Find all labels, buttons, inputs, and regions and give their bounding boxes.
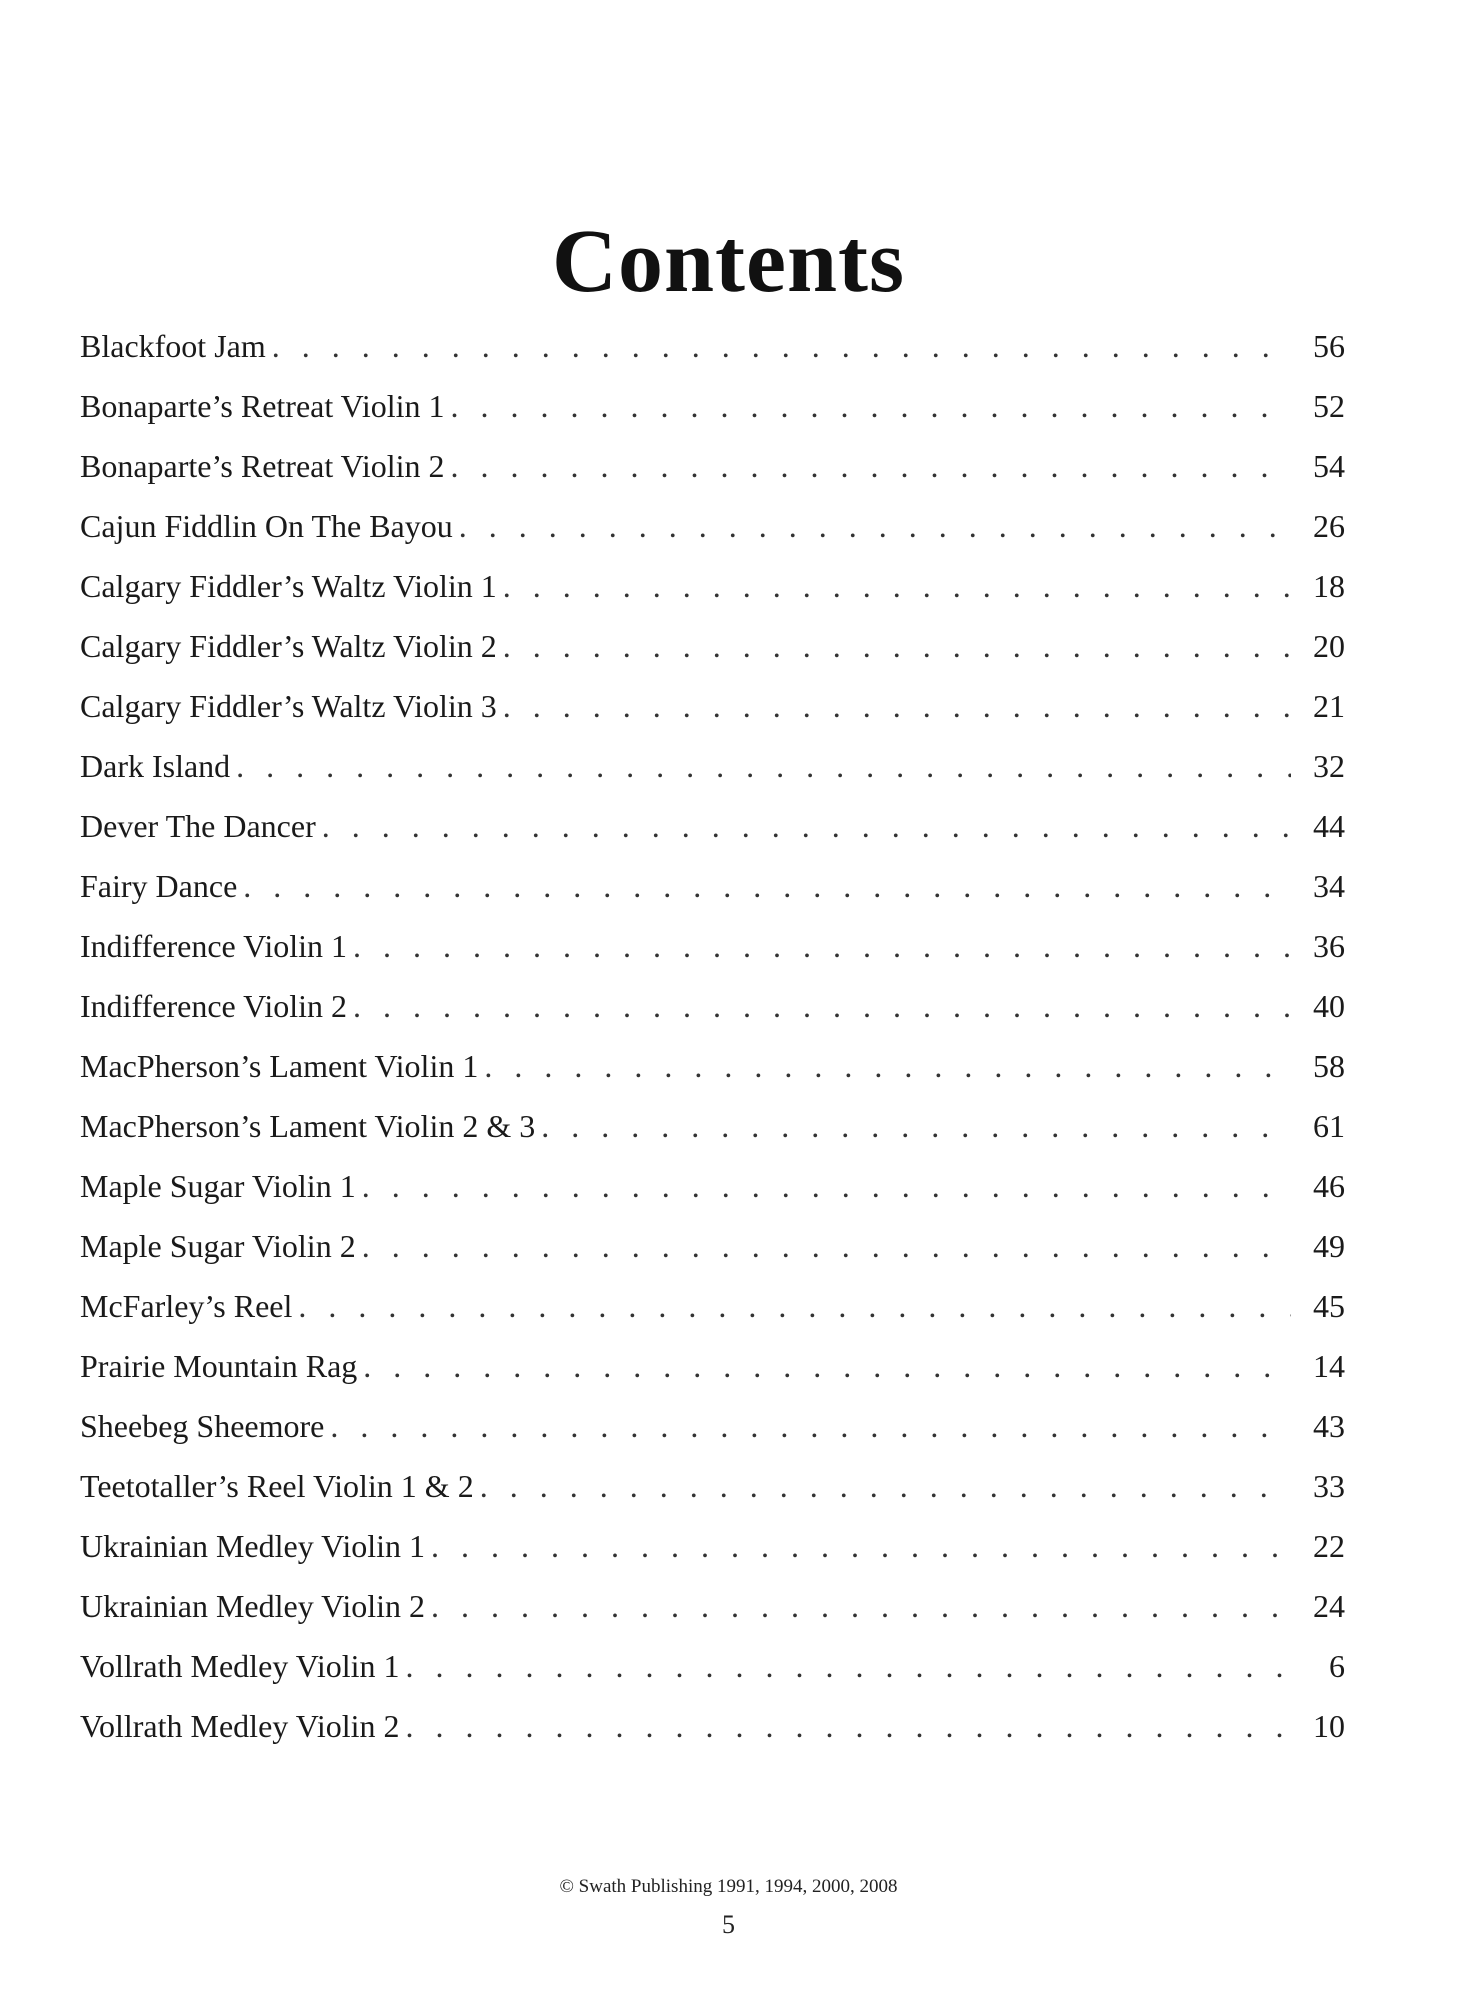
dot-leader [431,1516,1291,1576]
dot-leader [451,376,1291,436]
dot-leader [362,1216,1291,1276]
toc-entry-title: Maple Sugar Violin 1 [80,1168,356,1204]
toc-entry-page: 24 [1313,1588,1345,1624]
toc-entry-title: Dark Island [80,748,231,784]
toc-entry [80,1636,1345,1696]
toc-entry [80,1456,1345,1516]
dot-leader [243,856,1291,916]
dot-leader [363,1336,1291,1396]
toc-entry-title: Dever The Dancer [80,808,316,844]
toc-entry-title: MacPherson’s Lament Violin 2 & 3 [80,1108,536,1144]
toc-entry-title: Blackfoot Jam [80,328,266,364]
toc-entry-title: Cajun Fiddlin On The Bayou [80,508,453,544]
toc-entry [80,316,1345,376]
toc-entry-page: 54 [1313,448,1345,484]
toc-entry-title: Calgary Fiddler’s Waltz Violin 1 [80,568,497,604]
toc-entry [80,796,1345,856]
toc-entry-page: 46 [1313,1168,1345,1204]
toc-entry-page: 32 [1313,748,1345,784]
toc-entry [80,496,1345,556]
toc-entry-page: 52 [1313,388,1345,424]
dot-leader [451,436,1291,496]
toc-entry-title: Fairy Dance [80,868,238,904]
toc-entry-title: Maple Sugar Violin 2 [80,1228,356,1264]
table-of-contents [80,316,1345,1756]
toc-entry [80,1156,1345,1216]
dot-leader [406,1636,1291,1696]
toc-entry-title: Bonaparte’s Retreat Violin 2 [80,448,445,484]
toc-entry-title: Calgary Fiddler’s Waltz Violin 3 [80,688,497,724]
toc-entry-title: Vollrath Medley Violin 2 [80,1708,400,1744]
toc-entry [80,856,1345,916]
dot-leader [503,616,1291,676]
dot-leader [272,316,1291,376]
toc-entry-title: Prairie Mountain Rag [80,1348,358,1384]
toc-entry-page: 61 [1313,1108,1345,1144]
toc-entry [80,1576,1345,1636]
toc-entry-title: Indifference Violin 1 [80,928,348,964]
toc-entry [80,556,1345,616]
toc-entry-title: Ukrainian Medley Violin 1 [80,1528,425,1564]
dot-leader [236,736,1291,796]
page-title: Contents [551,212,905,312]
toc-entry [80,1276,1345,1336]
toc-entry-page: 20 [1313,628,1345,664]
toc-entry-page: 36 [1313,928,1345,964]
toc-entry-page: 22 [1313,1528,1345,1564]
toc-entry [80,616,1345,676]
dot-leader [406,1696,1291,1756]
dot-leader [480,1456,1291,1516]
dot-leader [353,976,1291,1036]
dot-leader [431,1576,1291,1636]
toc-entry-title: Indifference Violin 2 [80,988,348,1024]
toc-entry-page: 18 [1313,568,1345,604]
dot-leader [503,556,1291,616]
toc-entry-title: Sheebeg Sheemore [80,1408,325,1444]
toc-entry [80,976,1345,1036]
toc-entry-page: 43 [1313,1408,1345,1444]
toc-entry-title: Teetotaller’s Reel Violin 1 & 2 [80,1468,474,1504]
toc-entry [80,1336,1345,1396]
toc-entry-title: McFarley’s Reel [80,1288,293,1324]
toc-entry [80,676,1345,736]
dot-leader [541,1096,1291,1156]
toc-entry [80,736,1345,796]
dot-leader [459,496,1291,556]
toc-entry-page: 58 [1313,1048,1345,1084]
toc-entry-title: Calgary Fiddler’s Waltz Violin 2 [80,628,497,664]
toc-entry-page: 44 [1313,808,1345,844]
toc-entry-page: 6 [1329,1648,1345,1684]
toc-entry-title: MacPherson’s Lament Violin 1 [80,1048,479,1084]
toc-entry-page: 26 [1313,508,1345,544]
dot-leader [362,1156,1291,1216]
toc-entry-page: 49 [1313,1228,1345,1264]
toc-entry [80,916,1345,976]
toc-entry-page: 56 [1313,328,1345,364]
dot-leader [484,1036,1291,1096]
toc-entry-page: 14 [1313,1348,1345,1384]
dot-leader [298,1276,1291,1336]
dot-leader [503,676,1291,736]
toc-entry-page: 10 [1313,1708,1345,1744]
toc-entry-page: 45 [1313,1288,1345,1324]
toc-entry-title: Vollrath Medley Violin 1 [80,1648,400,1684]
dot-leader [330,1396,1291,1456]
toc-entry [80,376,1345,436]
page-number: 5 [722,1910,735,1939]
toc-entry-title: Bonaparte’s Retreat Violin 1 [80,388,445,424]
toc-entry [80,1696,1345,1756]
toc-entry [80,1096,1345,1156]
toc-entry [80,436,1345,496]
toc-entry [80,1396,1345,1456]
copyright-notice: © Swath Publishing 1991, 1994, 2000, 2008 [559,1876,898,1897]
toc-entry [80,1036,1345,1096]
toc-entry-title: Ukrainian Medley Violin 2 [80,1588,425,1624]
toc-entry [80,1216,1345,1276]
toc-entry-page: 33 [1313,1468,1345,1504]
toc-entry [80,1516,1345,1576]
toc-entry-page: 21 [1313,688,1345,724]
dot-leader [353,916,1291,976]
toc-entry-page: 40 [1313,988,1345,1024]
toc-entry-page: 34 [1313,868,1345,904]
dot-leader [322,796,1291,856]
